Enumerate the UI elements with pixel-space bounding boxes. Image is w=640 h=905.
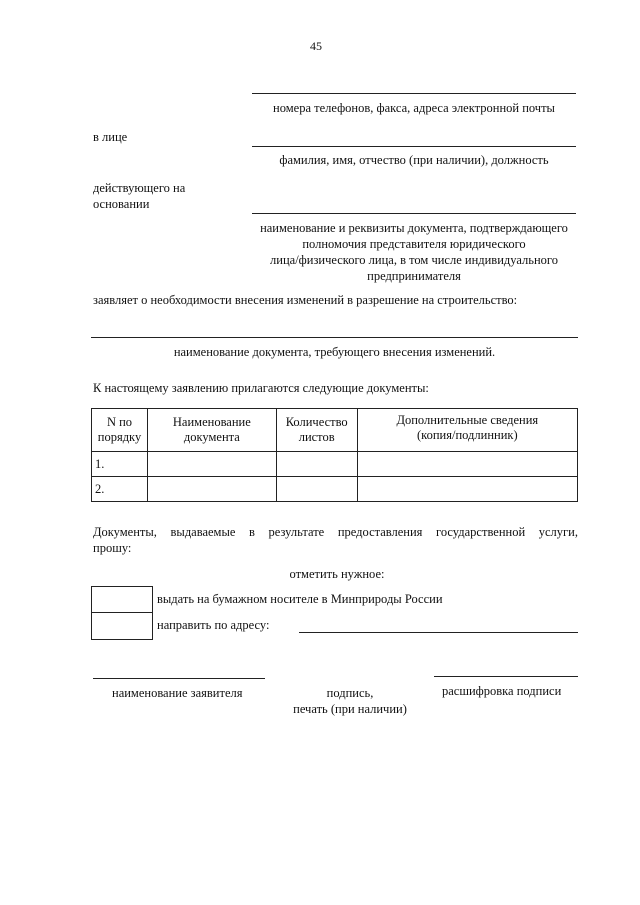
contacts-line	[252, 93, 576, 94]
signature-caption-line1: подпись,	[326, 686, 374, 700]
header-cell-number	[92, 409, 148, 452]
decryption-caption: расшифровка подписи	[442, 684, 562, 698]
header-cell-count	[276, 409, 357, 452]
basis-caption-line: наименование и реквизиты документа, подтверждающего	[260, 221, 568, 235]
header-text: (копия/подлинник)	[417, 428, 518, 442]
table-cell[interactable]	[276, 477, 357, 502]
in-person-label: в лице	[93, 130, 128, 144]
header-text: листов	[298, 430, 335, 444]
attachments-table	[91, 408, 578, 502]
header-text: Наименование	[172, 415, 251, 429]
table-row	[92, 477, 578, 502]
table-cell[interactable]: 2.	[92, 477, 148, 502]
address-delivery-checkbox[interactable]	[91, 612, 153, 640]
applicant-caption: наименование заявителя	[112, 686, 243, 700]
signature-caption-line2: печать (при наличии)	[293, 702, 407, 716]
paper-delivery-checkbox[interactable]	[91, 586, 153, 614]
header-text: документа	[183, 430, 240, 444]
table-cell[interactable]: 1.	[92, 452, 148, 477]
table-header-row	[92, 409, 578, 452]
page-number: 45	[310, 39, 322, 53]
option-paper-label: выдать на бумажном носителе в Минприроды России	[157, 592, 443, 606]
header-cell-name	[147, 409, 276, 452]
table-cell[interactable]	[147, 452, 276, 477]
header-text: Количество	[285, 415, 348, 429]
decryption-line[interactable]	[434, 676, 578, 677]
table-row	[92, 452, 578, 477]
address-input-line[interactable]	[299, 632, 578, 633]
applicant-line[interactable]	[93, 678, 265, 679]
table-cell[interactable]	[147, 477, 276, 502]
document-caption: наименование документа, требующего внесения изменений.	[173, 345, 496, 359]
name-line	[252, 146, 576, 147]
header-text: Дополнительные сведения	[396, 413, 539, 427]
delivery-text-line1: Документы, выдаваемые в результате предоставления государственной услуги,	[93, 525, 578, 539]
header-text: порядку	[97, 430, 142, 444]
option-address-label: направить по адресу:	[157, 618, 270, 632]
basis-label-line1: действующего на	[93, 181, 186, 195]
basis-line	[252, 213, 576, 214]
header-cell-additional	[357, 409, 577, 452]
contacts-caption: номера телефонов, факса, адреса электронной почты	[273, 101, 555, 115]
delivery-text-line2: прошу:	[93, 541, 132, 555]
basis-caption-line: предпринимателя	[367, 269, 461, 283]
table-cell[interactable]	[357, 477, 577, 502]
document-line	[91, 337, 578, 338]
table-cell[interactable]	[357, 452, 577, 477]
basis-caption-line: полномочия представителя юридического	[302, 237, 526, 251]
name-caption: фамилия, имя, отчество (при наличии), должность	[279, 153, 549, 167]
header-text: N по	[106, 415, 133, 429]
declaration-text: заявляет о необходимости внесения изменений в разрешение на строительство:	[93, 293, 518, 307]
table-cell[interactable]	[276, 452, 357, 477]
basis-label-line2: основании	[93, 197, 150, 211]
attachments-intro: К настоящему заявлению прилагаются следующие документы:	[93, 381, 429, 395]
mark-hint: отметить нужное:	[289, 567, 385, 581]
basis-caption-line: лица/физического лица, в том числе индивидуального	[270, 253, 558, 267]
